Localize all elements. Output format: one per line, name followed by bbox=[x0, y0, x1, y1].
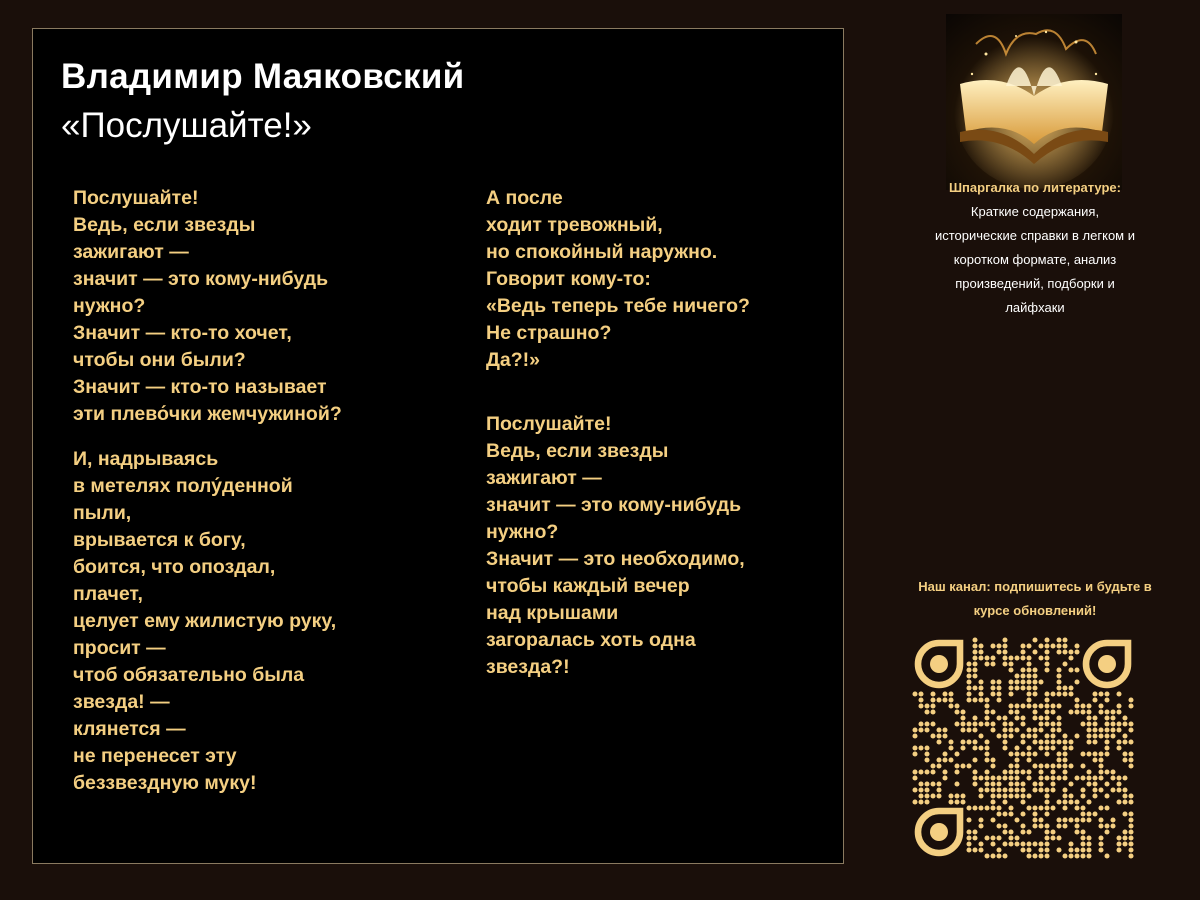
poem-line: Говорит кому-то: bbox=[486, 268, 651, 290]
poem-line: Значит — кто-то называет bbox=[73, 376, 327, 398]
open-book-icon bbox=[946, 14, 1122, 190]
poem-line: Значит — это необходимо, bbox=[486, 548, 745, 570]
poem-column-right bbox=[486, 185, 866, 681]
poem-column-left bbox=[73, 185, 453, 797]
poem-line: клянется — bbox=[73, 718, 186, 740]
poem-line: чтоб обязательно была bbox=[73, 664, 305, 686]
poem-line: Послушайте! bbox=[486, 413, 612, 435]
poem-line: над крышами bbox=[486, 602, 619, 624]
poem-line: Да?!» bbox=[486, 349, 540, 371]
poem-line: значит — это кому-нибудь bbox=[73, 268, 329, 290]
poem-line: целует ему жилистую руку, bbox=[73, 610, 337, 632]
poem-line: в метелях полу́денной bbox=[73, 475, 293, 497]
poem-line: А после bbox=[486, 187, 563, 209]
poem-line: звезда?! bbox=[486, 656, 570, 678]
poem-line: «Ведь теперь тебе ничего? bbox=[486, 295, 750, 317]
poem-line: просит — bbox=[73, 637, 166, 659]
poem-line: врывается к богу, bbox=[73, 529, 246, 551]
poem-line: Значит — кто-то хочет, bbox=[73, 322, 292, 344]
author-name: Владимир Маяковский bbox=[61, 57, 465, 96]
poem-line: звезда! — bbox=[73, 691, 170, 713]
poem-line: боится, что опоздал, bbox=[73, 556, 276, 578]
poem-line: И, надрываясь bbox=[73, 448, 219, 470]
poem-line: Ведь, если звезды bbox=[486, 440, 669, 462]
sidebar-description-title: Шпаргалка по литературе: bbox=[948, 180, 1121, 195]
sidebar-description-body: Краткие содержания, исторические справки в легком и коротком формате, анализ произведений, подборки и лайфхаки bbox=[934, 204, 1135, 315]
poem-line: нужно? bbox=[73, 295, 146, 317]
poem-line: Не страшно? bbox=[486, 322, 612, 344]
poem-line: пыли, bbox=[73, 502, 132, 524]
channel-invite: Наш канал: подпишитесь и будьте в курсе обновлений! bbox=[918, 579, 1152, 618]
poem-line: ходит тревожный, bbox=[486, 214, 663, 236]
poem-line: чтобы они были? bbox=[73, 349, 246, 371]
poem-line: загоралась хоть одна bbox=[486, 629, 696, 651]
poem-panel bbox=[32, 28, 844, 864]
poem-line: беззвездную муку! bbox=[73, 772, 257, 794]
poem-line: плачет, bbox=[73, 583, 143, 605]
poem-line: зажигают — bbox=[486, 467, 602, 489]
sidebar bbox=[900, 0, 1200, 900]
qr-code-icon[interactable] bbox=[912, 637, 1134, 859]
poem-title: «Послушайте!» bbox=[61, 106, 312, 145]
stanza bbox=[73, 185, 453, 428]
poem-line: значит — это кому-нибудь bbox=[486, 494, 742, 516]
poem-line: Ведь, если звезды bbox=[73, 214, 256, 236]
sidebar-description bbox=[930, 176, 1140, 320]
poem-line: не перенесет эту bbox=[73, 745, 237, 767]
poem-line: Послушайте! bbox=[73, 187, 199, 209]
stanza bbox=[73, 446, 453, 797]
poem-line: нужно? bbox=[486, 521, 559, 543]
poem-line: чтобы каждый вечер bbox=[486, 575, 690, 597]
poem-line: эти плево́чки жемчужиной? bbox=[73, 403, 342, 425]
poem-line: но спокойный наружно. bbox=[486, 241, 718, 263]
stanza bbox=[486, 185, 866, 374]
poem-line: зажигают — bbox=[73, 241, 189, 263]
stanza bbox=[486, 411, 866, 681]
